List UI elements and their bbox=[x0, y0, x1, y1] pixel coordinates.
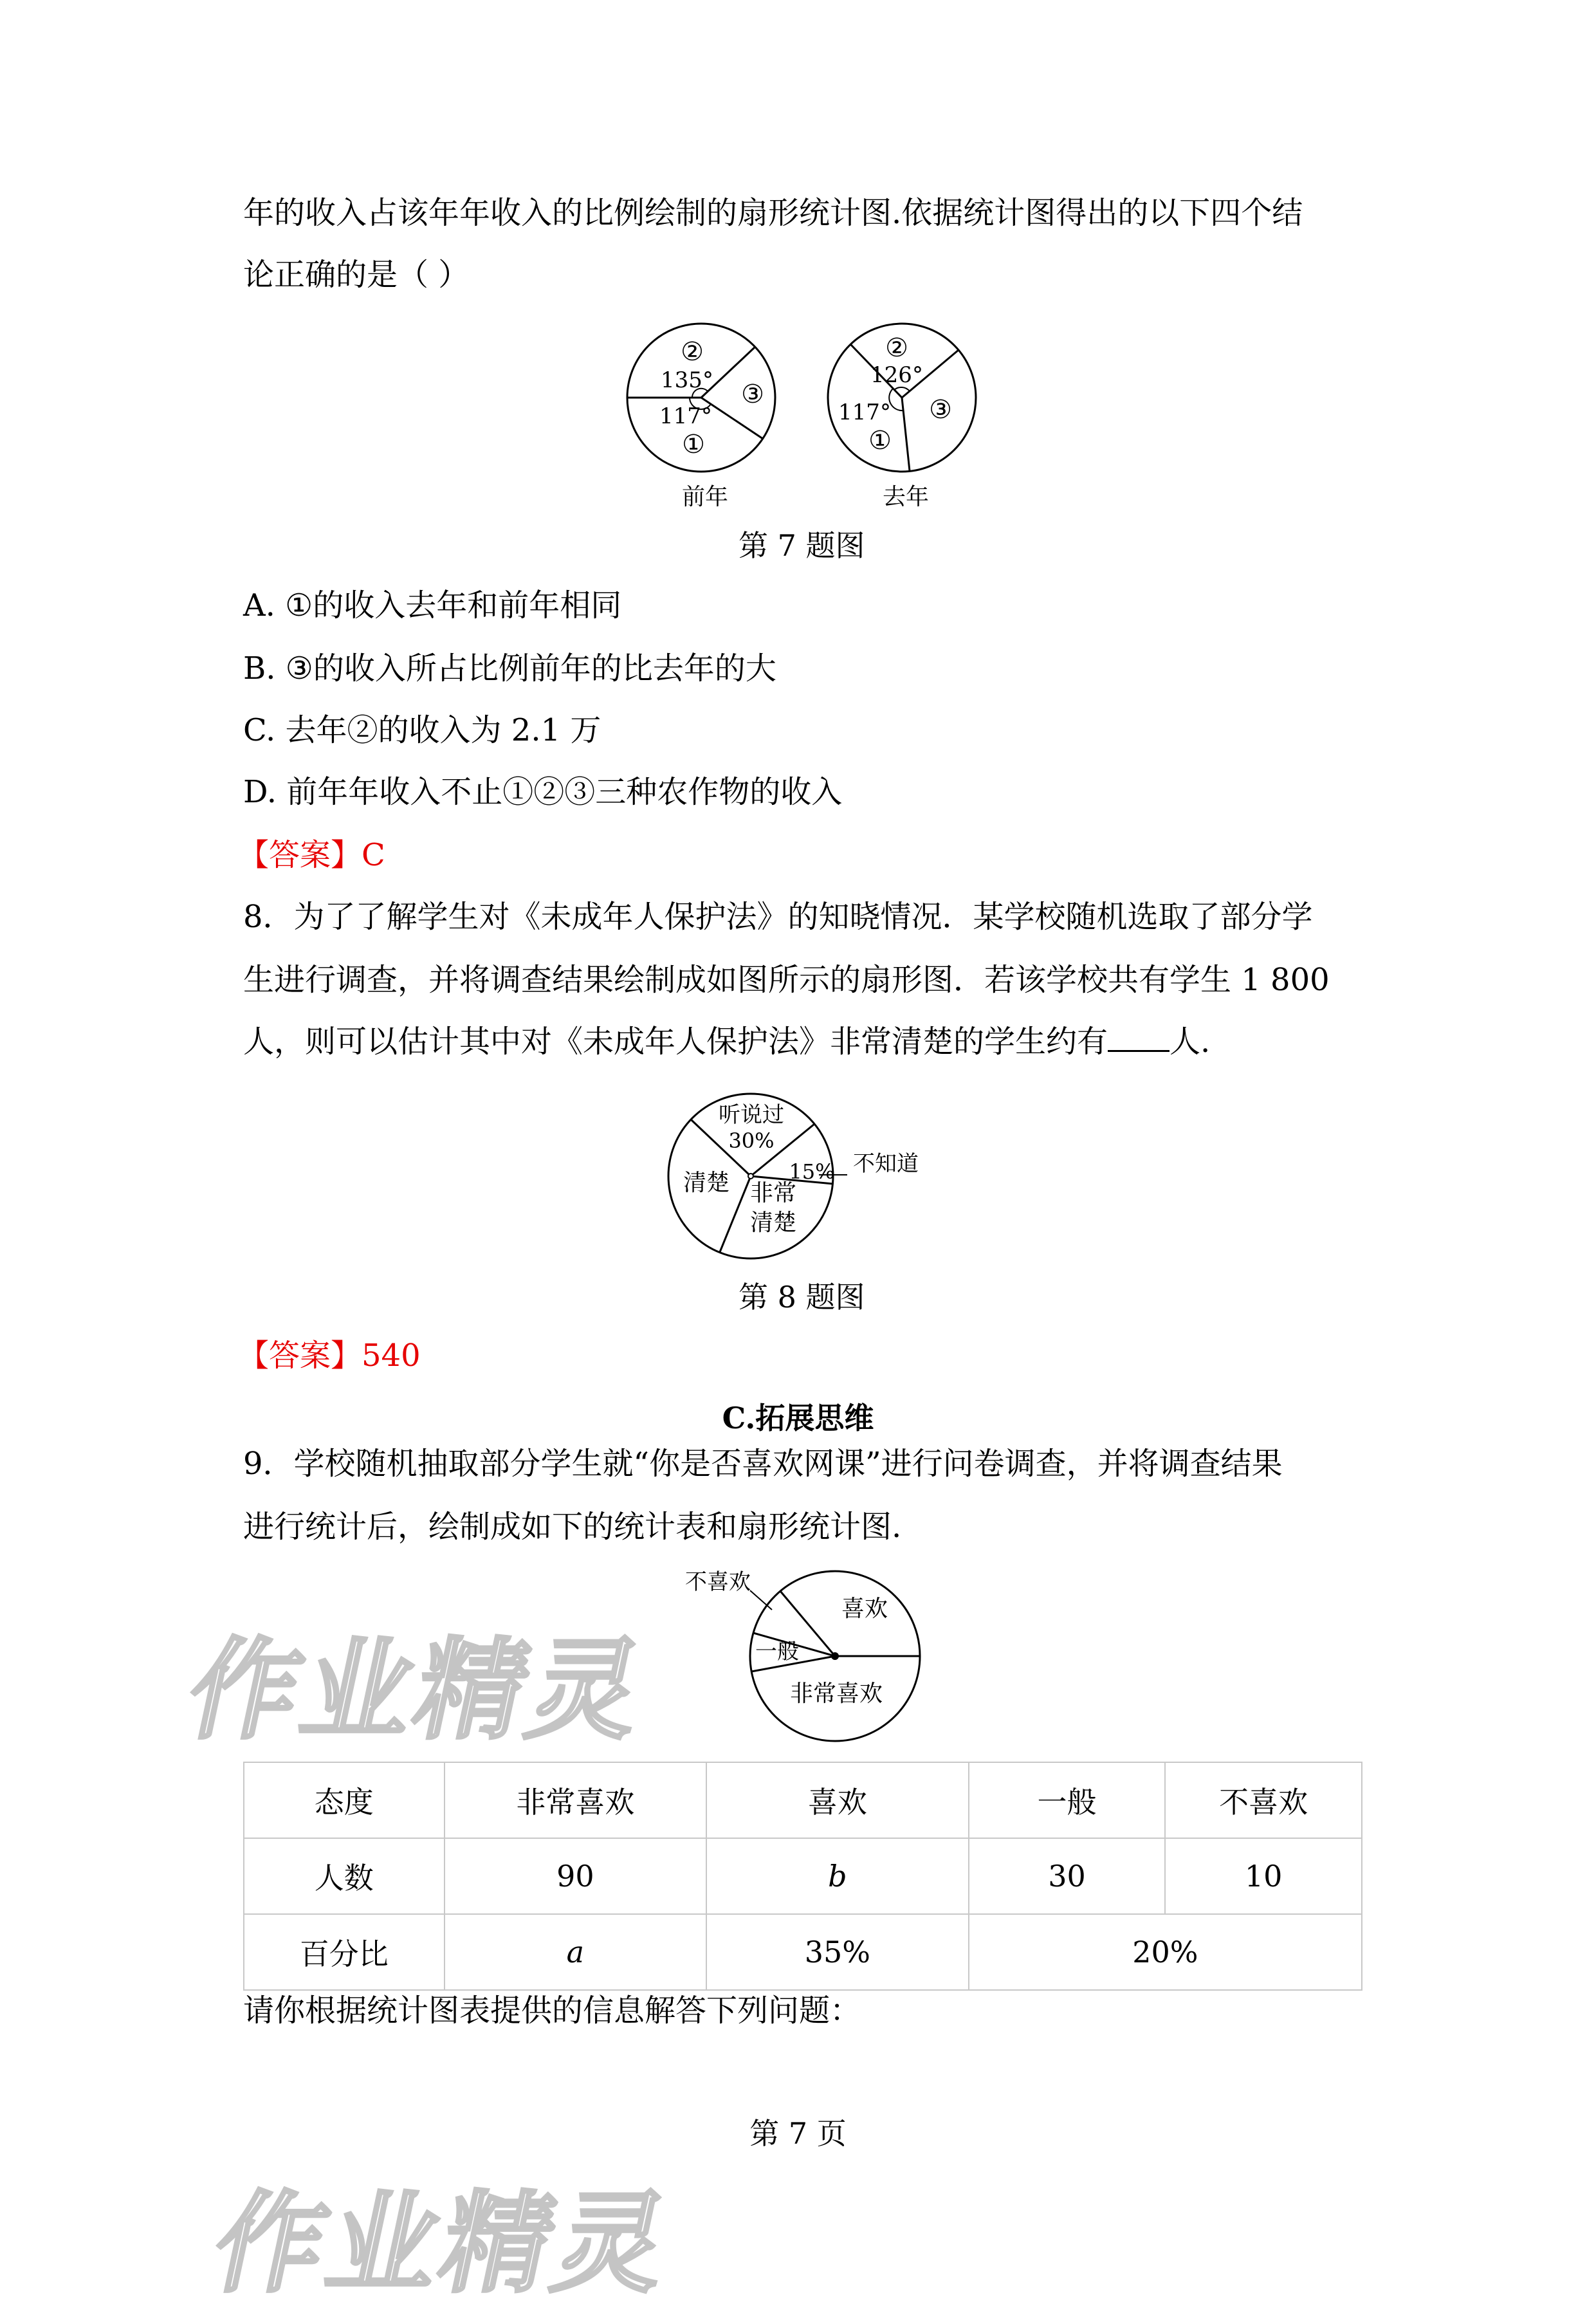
q7-last-angle-2: 126° bbox=[870, 362, 923, 388]
q9-text-line-2: 进行统计后，绘制成如下的统计表和扇形统计图. bbox=[243, 1509, 902, 1545]
table-label-count: 人数 bbox=[244, 1838, 445, 1914]
q7-text-line-1: 年的收入占该年年收入的比例绘制的扇形统计图.依据统计图得出的以下四个结 bbox=[243, 195, 1303, 231]
q7-option-c: C. 去年②的收入为 2.1 万 bbox=[243, 712, 601, 748]
q8-label-very-clear-2: 清楚 bbox=[749, 1210, 797, 1236]
table-cell-count-like: b bbox=[706, 1838, 969, 1914]
q9-label-very-like: 非常喜欢 bbox=[789, 1681, 883, 1707]
q7-prev-angle-2: 135° bbox=[661, 367, 713, 393]
q9-label-normal: 一般 bbox=[755, 1639, 799, 1664]
q8-label-unknown: 不知道 bbox=[853, 1151, 919, 1177]
q8-text-line-1: 8．为了了解学生对《未成年人保护法》的知晓情况．某学校随机选取了部分学 bbox=[243, 899, 1313, 935]
q7-prev-angle-1: 117° bbox=[659, 403, 712, 429]
table-cell-percent-normal-dislike: 20% bbox=[969, 1914, 1362, 1990]
table-row bbox=[244, 1762, 1362, 1838]
q7-pie-last-year bbox=[818, 315, 992, 515]
q7-answer-value: C bbox=[362, 837, 385, 873]
q7-last-mark-3: ③ bbox=[929, 395, 952, 425]
table-cell-count-dislike: 10 bbox=[1165, 1838, 1362, 1914]
q7-pie-prev-year bbox=[618, 315, 791, 515]
table-cell-count-very-like: 90 bbox=[445, 1838, 707, 1914]
table-header-very-like: 非常喜欢 bbox=[445, 1762, 707, 1838]
table-row bbox=[244, 1838, 1362, 1914]
q7-prev-mark-2: ② bbox=[681, 337, 704, 367]
q7-answer bbox=[238, 833, 385, 878]
q8-label-very-clear-1: 非常 bbox=[749, 1180, 797, 1206]
page-number: 第 7 页 bbox=[749, 2116, 847, 2151]
q8-pct-unknown: 15% bbox=[789, 1159, 835, 1184]
table-label-percent: 百分比 bbox=[244, 1914, 445, 1990]
q7-last-angle-1: 117° bbox=[838, 400, 891, 425]
q7-figure-caption: 第 7 题图 bbox=[738, 528, 865, 563]
q7-text-line-2: 论正确的是（ ） bbox=[243, 257, 470, 293]
watermark-logo-bottom: 作业精灵 bbox=[203, 2180, 683, 2308]
q8-label-heard: 听说过 bbox=[719, 1102, 784, 1128]
q8-text-line-3a: 人，则可以估计其中对《未成年人保护法》非常清楚的学生约有 bbox=[243, 1024, 1108, 1060]
q7-option-d: D. 前年年收入不止①②③三种农作物的收入 bbox=[243, 774, 843, 810]
q9-label-like: 喜欢 bbox=[841, 1596, 888, 1622]
table-header-normal: 一般 bbox=[969, 1762, 1166, 1838]
table-cell-count-normal: 30 bbox=[969, 1838, 1166, 1914]
table-header-dislike: 不喜欢 bbox=[1165, 1762, 1362, 1838]
q8-answer-blank bbox=[1108, 1024, 1169, 1052]
table-header-attitude: 态度 bbox=[244, 1762, 445, 1838]
q7-option-b: B. ③的收入所占比例前年的比去年的大 bbox=[243, 650, 776, 687]
q9-after-text: 请你根据统计图表提供的信息解答下列问题： bbox=[243, 1993, 861, 2029]
q8-answer bbox=[238, 1333, 421, 1378]
q8-answer-value: 540 bbox=[362, 1338, 421, 1374]
q8-pct-heard: 30% bbox=[728, 1129, 775, 1153]
q7-prev-label: 前年 bbox=[681, 484, 729, 510]
q7-last-label: 去年 bbox=[882, 484, 930, 510]
q9-stats-table bbox=[243, 1762, 1362, 1991]
q8-text-line-3 bbox=[243, 1019, 1210, 1064]
section-c-heading: C.拓展思维 bbox=[722, 1401, 874, 1435]
q9-pie-chart bbox=[675, 1563, 933, 1750]
q7-option-a: A. ①的收入去年和前年相同 bbox=[243, 587, 622, 623]
q8-pie-chart bbox=[663, 1087, 959, 1267]
q9-label-dislike: 不喜欢 bbox=[685, 1569, 751, 1595]
q7-last-mark-2: ② bbox=[885, 333, 908, 363]
table-cell-percent-like: 35% bbox=[706, 1914, 969, 1990]
q7-prev-mark-3: ③ bbox=[741, 380, 764, 409]
table-header-like: 喜欢 bbox=[706, 1762, 969, 1838]
q9-text-line-1: 9．学校随机抽取部分学生就“你是否喜欢网课”进行问卷调查，并将调查结果 bbox=[243, 1446, 1283, 1482]
table-cell-percent-very-like: a bbox=[445, 1914, 707, 1990]
q8-text-line-2: 生进行调查，并将调查结果绘制成如图所示的扇形图．若该学校共有学生 1 800 bbox=[243, 962, 1330, 998]
q8-text-line-3b: 人. bbox=[1169, 1024, 1211, 1060]
q8-answer-label: 【答案】 bbox=[238, 1338, 362, 1374]
q7-answer-label: 【答案】 bbox=[238, 837, 362, 873]
q8-label-clear: 清楚 bbox=[683, 1170, 730, 1196]
watermark-logo: 作业精灵 bbox=[177, 1627, 657, 1755]
q7-last-mark-1: ① bbox=[868, 426, 892, 456]
table-row bbox=[244, 1914, 1362, 1990]
q8-figure-caption: 第 8 题图 bbox=[738, 1280, 865, 1314]
q7-prev-mark-1: ① bbox=[682, 430, 705, 459]
